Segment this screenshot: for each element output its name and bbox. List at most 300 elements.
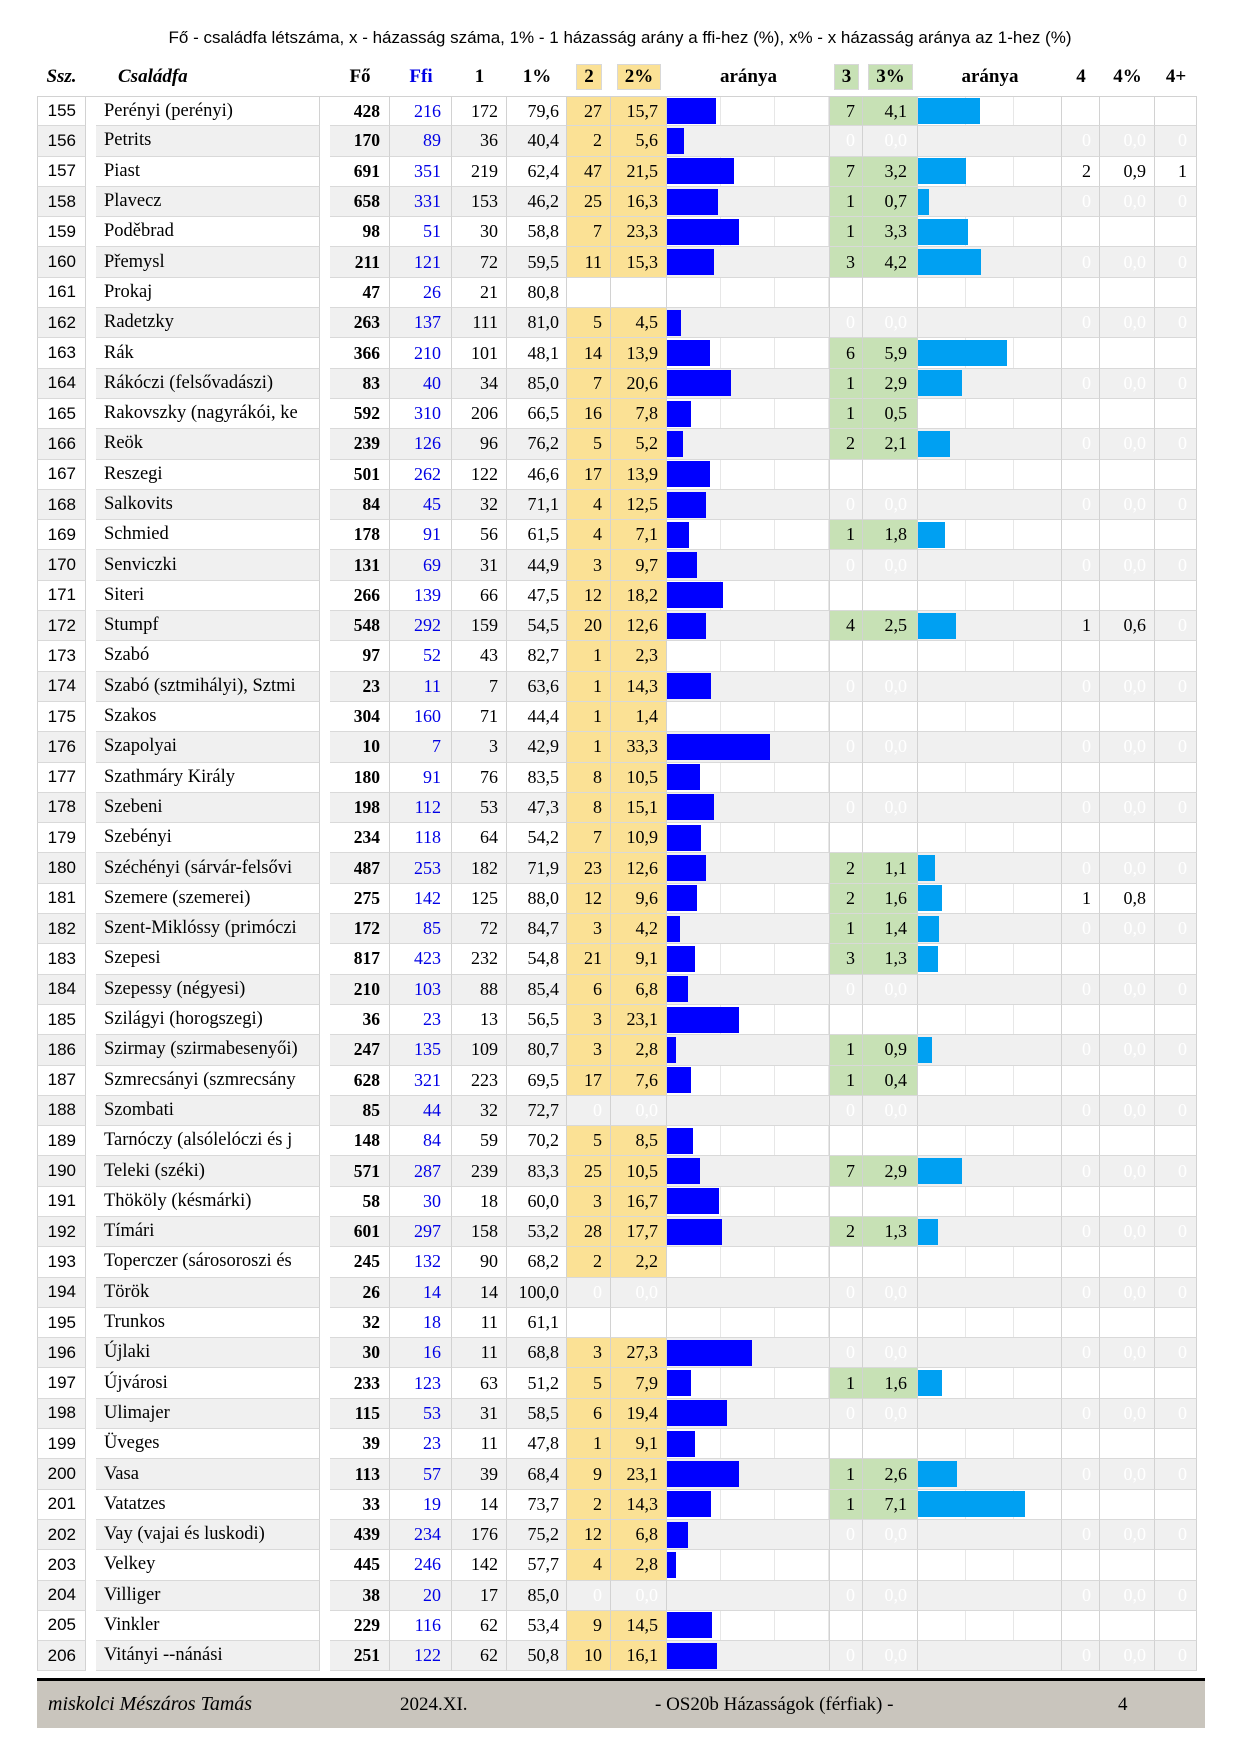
ffi-cell: 132 xyxy=(390,1247,452,1277)
ffi-cell: 126 xyxy=(390,429,452,459)
pct2-bar-cell xyxy=(667,217,830,247)
ssz-cell: 191 xyxy=(37,1187,86,1217)
count4plus-cell xyxy=(1155,1066,1197,1096)
count4plus-cell: 0 xyxy=(1155,1459,1197,1489)
pct1-cell: 79,6 xyxy=(507,96,567,126)
pct2-cell: 13,9 xyxy=(611,338,667,368)
pct2-cell: 21,5 xyxy=(611,157,667,187)
pct1-cell: 84,7 xyxy=(507,914,567,944)
family-name-cell: Szebeni xyxy=(96,793,320,823)
pct3-cell: 4,1 xyxy=(863,96,918,126)
count3-cell xyxy=(830,1550,863,1580)
pct3-cell xyxy=(863,1005,918,1035)
pct4-cell: 0,0 xyxy=(1100,853,1155,883)
count2-cell: 4 xyxy=(567,520,611,550)
count2-cell: 12 xyxy=(567,884,611,914)
column-gap xyxy=(320,1520,330,1550)
family-name-cell: Szilágyi (horogszegi) xyxy=(96,1005,320,1035)
pct2-cell: 23,3 xyxy=(611,217,667,247)
table-row xyxy=(37,581,1197,611)
pct3-bar xyxy=(918,158,966,184)
pct3-cell: 0,0 xyxy=(863,672,918,702)
pct3-cell xyxy=(863,581,918,611)
count2-cell: 21 xyxy=(567,944,611,974)
pct3-bar-cell xyxy=(918,1247,1062,1277)
pct3-bar-cell xyxy=(918,975,1062,1005)
pct1-cell: 53,4 xyxy=(507,1611,567,1641)
pct3-cell xyxy=(863,1247,918,1277)
table-row xyxy=(37,1217,1197,1247)
pct1-cell: 58,5 xyxy=(507,1399,567,1429)
column-gap xyxy=(86,1066,96,1096)
ffi-cell: 85 xyxy=(390,914,452,944)
table-row xyxy=(37,1308,1197,1338)
table-row xyxy=(37,429,1197,459)
count3-cell: 7 xyxy=(830,1156,863,1186)
count4plus-cell xyxy=(1155,96,1197,126)
column-gap xyxy=(320,1005,330,1035)
count4-cell: 0 xyxy=(1062,914,1100,944)
fo-cell: 445 xyxy=(330,1550,390,1580)
column-gap xyxy=(320,853,330,883)
count4plus-cell xyxy=(1155,520,1197,550)
count3-cell: 3 xyxy=(830,944,863,974)
fo-cell: 58 xyxy=(330,1187,390,1217)
fo-cell: 628 xyxy=(330,1066,390,1096)
count3-cell: 0 xyxy=(830,308,863,338)
pct4-cell xyxy=(1100,944,1155,974)
table-row xyxy=(37,460,1197,490)
family-name-cell: Reök xyxy=(96,429,320,459)
fo-cell: 30 xyxy=(330,1338,390,1368)
ssz-cell: 171 xyxy=(37,581,86,611)
column-gap xyxy=(86,944,96,974)
count4plus-cell xyxy=(1155,1550,1197,1580)
column-gap xyxy=(320,823,330,853)
pct3-bar xyxy=(918,189,929,215)
pct2-bar xyxy=(667,1067,691,1093)
col-header-3pct: 3% xyxy=(863,64,918,90)
col-header-ssz: Ssz. xyxy=(46,66,77,87)
pct3-bar-cell xyxy=(918,1611,1062,1641)
column-gap xyxy=(320,1641,330,1671)
fo-cell: 247 xyxy=(330,1035,390,1065)
pct2-bar-cell xyxy=(667,429,830,459)
count2-cell: 25 xyxy=(567,187,611,217)
fo-cell: 148 xyxy=(330,1126,390,1156)
pct4-cell xyxy=(1100,581,1155,611)
pct2-bar xyxy=(667,673,711,699)
count1-cell: 63 xyxy=(452,1368,507,1398)
pct2-cell: 15,1 xyxy=(611,793,667,823)
pct4-cell: 0,0 xyxy=(1100,1278,1155,1308)
pct2-bar-cell xyxy=(667,1278,830,1308)
pct3-cell: 0,0 xyxy=(863,1641,918,1671)
ssz-cell: 197 xyxy=(37,1368,86,1398)
count1-cell: 3 xyxy=(452,732,507,762)
ssz-cell: 199 xyxy=(37,1429,86,1459)
pct2-bar xyxy=(667,1037,676,1063)
column-gap xyxy=(86,1338,96,1368)
pct4-cell xyxy=(1100,1611,1155,1641)
count4plus-cell xyxy=(1155,641,1197,671)
family-name-cell: Piast xyxy=(96,157,320,187)
column-gap xyxy=(86,338,96,368)
pct4-cell: 0,0 xyxy=(1100,247,1155,277)
ssz-cell: 163 xyxy=(37,338,86,368)
pct4-cell xyxy=(1100,217,1155,247)
pct2-bar-cell xyxy=(667,975,830,1005)
column-gap xyxy=(320,96,330,126)
count4plus-cell: 0 xyxy=(1155,187,1197,217)
table-row xyxy=(37,490,1197,520)
pct3-cell: 0,0 xyxy=(863,126,918,156)
column-gap xyxy=(320,581,330,611)
pct1-cell: 66,5 xyxy=(507,399,567,429)
pct3-bar-cell xyxy=(918,1005,1062,1035)
pct1-cell: 73,7 xyxy=(507,1490,567,1520)
count1-cell: 14 xyxy=(452,1490,507,1520)
pct3-bar xyxy=(918,613,956,639)
table-row xyxy=(37,247,1197,277)
count2-cell: 3 xyxy=(567,914,611,944)
pct3-cell: 1,8 xyxy=(863,520,918,550)
pct1-cell: 76,2 xyxy=(507,429,567,459)
column-gap xyxy=(320,1156,330,1186)
count2-cell: 11 xyxy=(567,247,611,277)
pct4-cell xyxy=(1100,641,1155,671)
count4-cell: 0 xyxy=(1062,308,1100,338)
count4plus-cell xyxy=(1155,823,1197,853)
ssz-cell: 203 xyxy=(37,1550,86,1580)
column-gap xyxy=(86,187,96,217)
pct4-cell: 0,0 xyxy=(1100,1520,1155,1550)
pct4-cell: 0,0 xyxy=(1100,429,1155,459)
count1-cell: 153 xyxy=(452,187,507,217)
ssz-cell: 178 xyxy=(37,793,86,823)
pct3-bar xyxy=(918,370,962,396)
pct1-cell: 69,5 xyxy=(507,1066,567,1096)
pct3-bar-cell xyxy=(918,490,1062,520)
count3-cell: 1 xyxy=(830,1459,863,1489)
count2-cell: 14 xyxy=(567,338,611,368)
count4plus-cell: 0 xyxy=(1155,1278,1197,1308)
count3-cell: 2 xyxy=(830,884,863,914)
table-row xyxy=(37,1641,1197,1671)
count4plus-cell xyxy=(1155,1308,1197,1338)
column-gap xyxy=(86,520,96,550)
fo-cell: 33 xyxy=(330,1490,390,1520)
count3-cell xyxy=(830,823,863,853)
pct2-cell: 10,5 xyxy=(611,1156,667,1186)
ssz-cell: 194 xyxy=(37,1278,86,1308)
pct2-bar xyxy=(667,1340,752,1366)
pct2-bar-cell xyxy=(667,1096,830,1126)
count2-cell: 5 xyxy=(567,308,611,338)
pct2-bar xyxy=(667,98,716,124)
family-name-cell: Poděbrad xyxy=(96,217,320,247)
page-footer xyxy=(37,1678,1205,1728)
pct3-cell: 0,0 xyxy=(863,1520,918,1550)
pct3-bar-cell xyxy=(918,1641,1062,1671)
count4plus-cell xyxy=(1155,1611,1197,1641)
count4-cell: 2 xyxy=(1062,157,1100,187)
column-gap xyxy=(320,1217,330,1247)
pct3-cell: 0,0 xyxy=(863,490,918,520)
ffi-cell: 53 xyxy=(390,1399,452,1429)
pct3-cell xyxy=(863,763,918,793)
count2-cell: 6 xyxy=(567,975,611,1005)
pct3-bar-cell xyxy=(918,369,1062,399)
table-row xyxy=(37,217,1197,247)
column-gap xyxy=(86,247,96,277)
count3-cell: 0 xyxy=(830,1399,863,1429)
column-gap xyxy=(86,1399,96,1429)
pct1-cell: 71,9 xyxy=(507,853,567,883)
pct2-bar-cell xyxy=(667,763,830,793)
column-gap xyxy=(86,399,96,429)
pct2-cell: 2,3 xyxy=(611,641,667,671)
family-name-cell: Újvárosi xyxy=(96,1368,320,1398)
column-gap xyxy=(86,126,96,156)
column-gap xyxy=(86,96,96,126)
column-gap xyxy=(320,1308,330,1338)
pct1-cell: 72,7 xyxy=(507,1096,567,1126)
pct2-bar xyxy=(667,1158,700,1184)
count3-cell: 0 xyxy=(830,1520,863,1550)
fo-cell: 366 xyxy=(330,338,390,368)
family-name-cell: Vitányi --nánási xyxy=(96,1641,320,1671)
pct3-bar xyxy=(918,1461,957,1487)
table-row xyxy=(37,944,1197,974)
count3-cell: 1 xyxy=(830,914,863,944)
pct2-bar-cell xyxy=(667,490,830,520)
count1-cell: 59 xyxy=(452,1126,507,1156)
pct2-bar-cell xyxy=(667,1126,830,1156)
column-gap xyxy=(320,1247,330,1277)
ssz-cell: 156 xyxy=(37,126,86,156)
table-row xyxy=(37,1338,1197,1368)
pct4-cell: 0,0 xyxy=(1100,1217,1155,1247)
ssz-cell: 166 xyxy=(37,429,86,459)
count4plus-cell: 0 xyxy=(1155,1156,1197,1186)
count3-cell: 0 xyxy=(830,490,863,520)
pct2-bar-cell xyxy=(667,126,830,156)
count3-cell: 4 xyxy=(830,611,863,641)
ssz-cell: 183 xyxy=(37,944,86,974)
pct2-cell: 10,9 xyxy=(611,823,667,853)
count4plus-cell xyxy=(1155,399,1197,429)
pct3-bar-cell xyxy=(918,1459,1062,1489)
column-gap xyxy=(86,1005,96,1035)
count3-cell xyxy=(830,581,863,611)
pct2-cell: 16,7 xyxy=(611,1187,667,1217)
pct2-bar xyxy=(667,916,680,942)
ssz-cell: 176 xyxy=(37,732,86,762)
pct1-cell: 60,0 xyxy=(507,1187,567,1217)
pct2-bar-cell xyxy=(667,672,830,702)
pct3-bar-cell xyxy=(918,823,1062,853)
column-gap xyxy=(320,1368,330,1398)
ffi-cell: 20 xyxy=(390,1581,452,1611)
family-name-cell: Széchényi (sárvár-felsővi xyxy=(96,853,320,883)
fo-cell: 263 xyxy=(330,308,390,338)
family-name-cell: Siteri xyxy=(96,581,320,611)
pct2-cell: 23,1 xyxy=(611,1005,667,1035)
count1-cell: 159 xyxy=(452,611,507,641)
pct2-cell: 19,4 xyxy=(611,1399,667,1429)
pct3-bar-cell xyxy=(918,763,1062,793)
pct3-bar xyxy=(918,916,939,942)
count2-cell: 3 xyxy=(567,1187,611,1217)
count2-cell: 8 xyxy=(567,763,611,793)
ffi-cell: 292 xyxy=(390,611,452,641)
count3-cell: 0 xyxy=(830,126,863,156)
count4plus-cell: 0 xyxy=(1155,732,1197,762)
count4-cell xyxy=(1062,1066,1100,1096)
table-row xyxy=(37,1459,1197,1489)
count4-cell: 0 xyxy=(1062,187,1100,217)
pct2-bar-cell xyxy=(667,1066,830,1096)
pct3-bar-cell xyxy=(918,702,1062,732)
footer-document-title: - OS20b Házasságok (férfiak) - xyxy=(655,1693,894,1715)
fo-cell: 439 xyxy=(330,1520,390,1550)
count3-cell: 0 xyxy=(830,672,863,702)
count4plus-cell: 0 xyxy=(1155,429,1197,459)
pct2-bar xyxy=(667,764,700,790)
count4plus-cell xyxy=(1155,581,1197,611)
family-name-cell: Tímári xyxy=(96,1217,320,1247)
pct1-cell: 83,3 xyxy=(507,1156,567,1186)
count3-cell xyxy=(830,1247,863,1277)
count1-cell: 13 xyxy=(452,1005,507,1035)
column-gap xyxy=(86,884,96,914)
count1-cell: 176 xyxy=(452,1520,507,1550)
count4-cell: 0 xyxy=(1062,1520,1100,1550)
pct3-bar-cell xyxy=(918,1399,1062,1429)
family-name-cell: Szemere (szemerei) xyxy=(96,884,320,914)
pct2-bar xyxy=(667,492,706,518)
pct3-cell: 2,9 xyxy=(863,369,918,399)
count4-cell xyxy=(1062,1126,1100,1156)
count4plus-cell: 0 xyxy=(1155,1641,1197,1671)
table-row xyxy=(37,1035,1197,1065)
pct4-cell: 0,0 xyxy=(1100,550,1155,580)
column-gap xyxy=(86,1459,96,1489)
count1-cell: 32 xyxy=(452,1096,507,1126)
count4plus-cell: 0 xyxy=(1155,369,1197,399)
count4plus-cell xyxy=(1155,1126,1197,1156)
pct1-cell: 59,5 xyxy=(507,247,567,277)
count4-cell: 0 xyxy=(1062,793,1100,823)
pct3-cell: 1,3 xyxy=(863,944,918,974)
column-gap xyxy=(320,278,330,308)
table-row xyxy=(37,1187,1197,1217)
pct4-cell: 0,0 xyxy=(1100,1641,1155,1671)
count4-cell: 0 xyxy=(1062,1156,1100,1186)
pct3-bar-cell xyxy=(918,399,1062,429)
pct2-cell: 7,8 xyxy=(611,399,667,429)
ffi-cell: 30 xyxy=(390,1187,452,1217)
count2-cell xyxy=(567,1308,611,1338)
pct1-cell: 58,8 xyxy=(507,217,567,247)
pct2-bar-cell xyxy=(667,853,830,883)
count3-cell: 3 xyxy=(830,247,863,277)
ffi-cell: 253 xyxy=(390,853,452,883)
pct1-cell: 51,2 xyxy=(507,1368,567,1398)
column-gap xyxy=(86,1308,96,1338)
family-name-cell: Petrits xyxy=(96,126,320,156)
pct3-cell xyxy=(863,702,918,732)
ffi-cell: 321 xyxy=(390,1066,452,1096)
column-gap xyxy=(86,460,96,490)
ssz-cell: 205 xyxy=(37,1611,86,1641)
count4-cell xyxy=(1062,1611,1100,1641)
pct2-bar-cell xyxy=(667,460,830,490)
count2-cell: 3 xyxy=(567,1005,611,1035)
pct3-cell: 3,2 xyxy=(863,157,918,187)
pct2-cell: 16,3 xyxy=(611,187,667,217)
count4plus-cell xyxy=(1155,338,1197,368)
pct2-bar-cell xyxy=(667,1187,830,1217)
count4plus-cell: 0 xyxy=(1155,247,1197,277)
table-row xyxy=(37,1066,1197,1096)
pct2-cell: 14,3 xyxy=(611,1490,667,1520)
column-gap xyxy=(86,157,96,187)
count1-cell: 56 xyxy=(452,520,507,550)
column-gap xyxy=(320,1066,330,1096)
count2-cell: 5 xyxy=(567,429,611,459)
count1-cell: 31 xyxy=(452,1399,507,1429)
pct3-bar-cell xyxy=(918,247,1062,277)
pct2-cell: 14,3 xyxy=(611,672,667,702)
count4plus-cell: 0 xyxy=(1155,1217,1197,1247)
pct1-cell: 63,6 xyxy=(507,672,567,702)
count2-cell: 5 xyxy=(567,1126,611,1156)
column-gap xyxy=(86,1581,96,1611)
pct3-cell xyxy=(863,641,918,671)
count3-cell: 7 xyxy=(830,96,863,126)
family-name-cell: Trunkos xyxy=(96,1308,320,1338)
fo-cell: 601 xyxy=(330,1217,390,1247)
pct3-cell: 0,5 xyxy=(863,399,918,429)
pct2-bar xyxy=(667,522,689,548)
pct3-cell xyxy=(863,823,918,853)
ffi-cell: 23 xyxy=(390,1005,452,1035)
pct2-cell: 5,2 xyxy=(611,429,667,459)
pct3-bar-cell xyxy=(918,641,1062,671)
count1-cell: 39 xyxy=(452,1459,507,1489)
count2-cell: 3 xyxy=(567,1035,611,1065)
pct2-bar-cell xyxy=(667,1035,830,1065)
pct2-cell: 7,6 xyxy=(611,1066,667,1096)
pct2-bar xyxy=(667,1219,722,1245)
col-header-aranya-2: aránya xyxy=(720,66,777,87)
count3-cell: 1 xyxy=(830,1066,863,1096)
pct2-cell: 33,3 xyxy=(611,732,667,762)
table-row xyxy=(37,1399,1197,1429)
count3-cell xyxy=(830,1126,863,1156)
pct2-bar-cell xyxy=(667,611,830,641)
table-row xyxy=(37,1156,1197,1186)
column-gap xyxy=(320,490,330,520)
col-header-4: 4 xyxy=(1076,66,1086,87)
ssz-cell: 198 xyxy=(37,1399,86,1429)
table-row xyxy=(37,823,1197,853)
table-row xyxy=(37,1247,1197,1277)
family-name-cell: Velkey xyxy=(96,1550,320,1580)
count2-cell: 8 xyxy=(567,793,611,823)
